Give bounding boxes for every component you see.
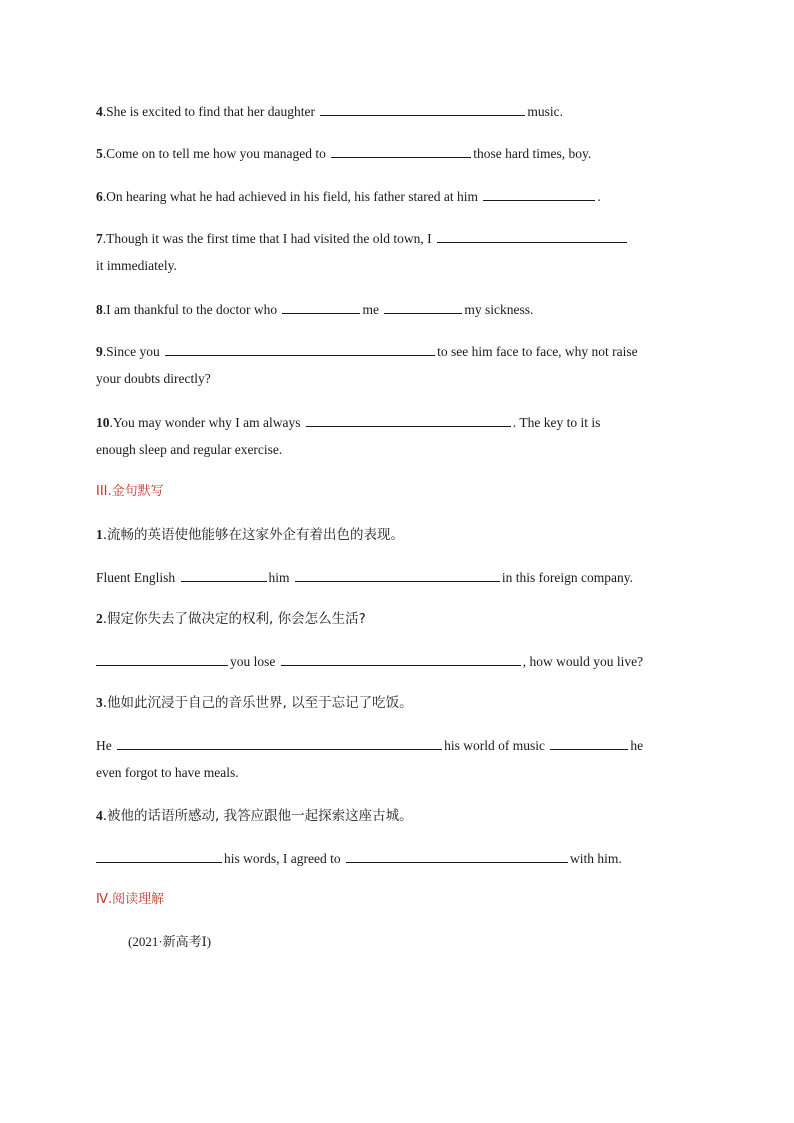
- answer-blank[interactable]: [384, 300, 462, 314]
- question-9: [96, 342, 638, 361]
- answer-blank[interactable]: [346, 849, 568, 863]
- sentence-3-answer: [96, 736, 643, 755]
- answer-blank[interactable]: [306, 413, 511, 427]
- section-heading: III.金句默写: [96, 484, 164, 499]
- answer-blank[interactable]: [117, 736, 442, 750]
- question-6: [96, 187, 601, 206]
- question-text: .Since you: [102, 344, 160, 359]
- answer-blank[interactable]: [181, 568, 267, 582]
- sentence-text: his world of music: [444, 738, 545, 753]
- question-number: 8: [96, 302, 103, 317]
- question-4: [96, 102, 563, 121]
- chinese-prompt: .假定你失去了做决定的权利, 你会怎么生活?: [102, 611, 366, 627]
- answer-blank[interactable]: [483, 187, 595, 201]
- sentence-2-answer: [96, 652, 643, 671]
- question-text: .You may wonder why I am always: [109, 415, 301, 430]
- question-7-continued: [96, 257, 177, 275]
- question-text: .: [597, 189, 601, 204]
- question-8: [96, 300, 533, 319]
- sentence-1-prompt: [96, 526, 404, 544]
- question-number: 3: [96, 695, 103, 710]
- sentence-4-prompt: [96, 807, 413, 825]
- question-number: 5: [96, 146, 103, 161]
- question-text: .On hearing what he had achieved in his field, his father stared at him: [102, 189, 479, 204]
- question-text: .She is excited to find that her daughter: [102, 104, 315, 119]
- question-text: music.: [527, 104, 563, 119]
- sentence-text: even forgot to have meals.: [96, 765, 239, 780]
- answer-blank[interactable]: [96, 849, 222, 863]
- question-text: me: [362, 302, 379, 317]
- section-heading: Ⅳ.阅读理解: [96, 892, 165, 907]
- question-10-continued: [96, 441, 282, 459]
- question-number: 9: [96, 344, 103, 359]
- question-text: .Come on to tell me how you managed to: [102, 146, 326, 161]
- question-number: 7: [96, 231, 103, 246]
- sentence-text: he: [630, 738, 644, 753]
- answer-blank[interactable]: [295, 568, 500, 582]
- chinese-prompt: .流畅的英语使他能够在这家外企有着出色的表现。: [102, 527, 405, 543]
- sentence-3-prompt: [96, 694, 413, 712]
- answer-blank[interactable]: [320, 102, 525, 116]
- question-text: your doubts directly?: [96, 371, 211, 386]
- question-text: my sickness.: [464, 302, 534, 317]
- question-number: 1: [96, 527, 103, 542]
- question-text: .Though it was the first time that I had visited the old town, I: [102, 231, 432, 246]
- chinese-prompt: .他如此沉浸于自己的音乐世界, 以至于忘记了吃饭。: [102, 695, 413, 711]
- answer-blank[interactable]: [165, 342, 435, 356]
- sentence-text: Fluent English: [96, 570, 176, 585]
- sentence-3-continued: [96, 764, 239, 782]
- question-number: 10: [96, 415, 110, 430]
- question-text: those hard times, boy.: [473, 146, 592, 161]
- sentence-text: with him.: [569, 851, 622, 866]
- question-10: [96, 413, 600, 432]
- sentence-4-answer: [96, 849, 622, 868]
- source-note: (2021·新高考Ⅰ): [128, 934, 212, 949]
- question-text: it immediately.: [96, 258, 177, 273]
- answer-blank[interactable]: [281, 652, 521, 666]
- question-text: .I am thankful to the doctor who: [102, 302, 278, 317]
- answer-blank[interactable]: [96, 652, 228, 666]
- answer-blank[interactable]: [331, 144, 471, 158]
- answer-blank[interactable]: [282, 300, 360, 314]
- question-number: 4: [96, 808, 103, 823]
- question-text: to see him face to face, why not raise: [437, 344, 638, 359]
- sentence-2-prompt: [96, 610, 366, 628]
- question-number: 6: [96, 189, 103, 204]
- sentence-text: him: [268, 570, 290, 585]
- sentence-text: He: [96, 738, 112, 753]
- question-text: . The key to it is: [512, 415, 601, 430]
- sentence-text: in this foreign company.: [501, 570, 634, 585]
- question-5: [96, 144, 591, 163]
- question-number: 4: [96, 104, 103, 119]
- sentence-text: his words, I agreed to: [224, 851, 341, 866]
- answer-blank[interactable]: [550, 736, 628, 750]
- question-9-continued: [96, 370, 211, 388]
- sentence-text: you lose: [230, 654, 276, 669]
- question-text: enough sleep and regular exercise.: [96, 442, 283, 457]
- sentence-text: , how would you live?: [522, 654, 644, 669]
- sentence-1-answer: [96, 568, 633, 587]
- answer-blank[interactable]: [437, 229, 627, 243]
- question-7: [96, 229, 629, 248]
- chinese-prompt: .被他的话语所感动, 我答应跟他一起探索这座古城。: [102, 808, 413, 824]
- question-number: 2: [96, 611, 103, 626]
